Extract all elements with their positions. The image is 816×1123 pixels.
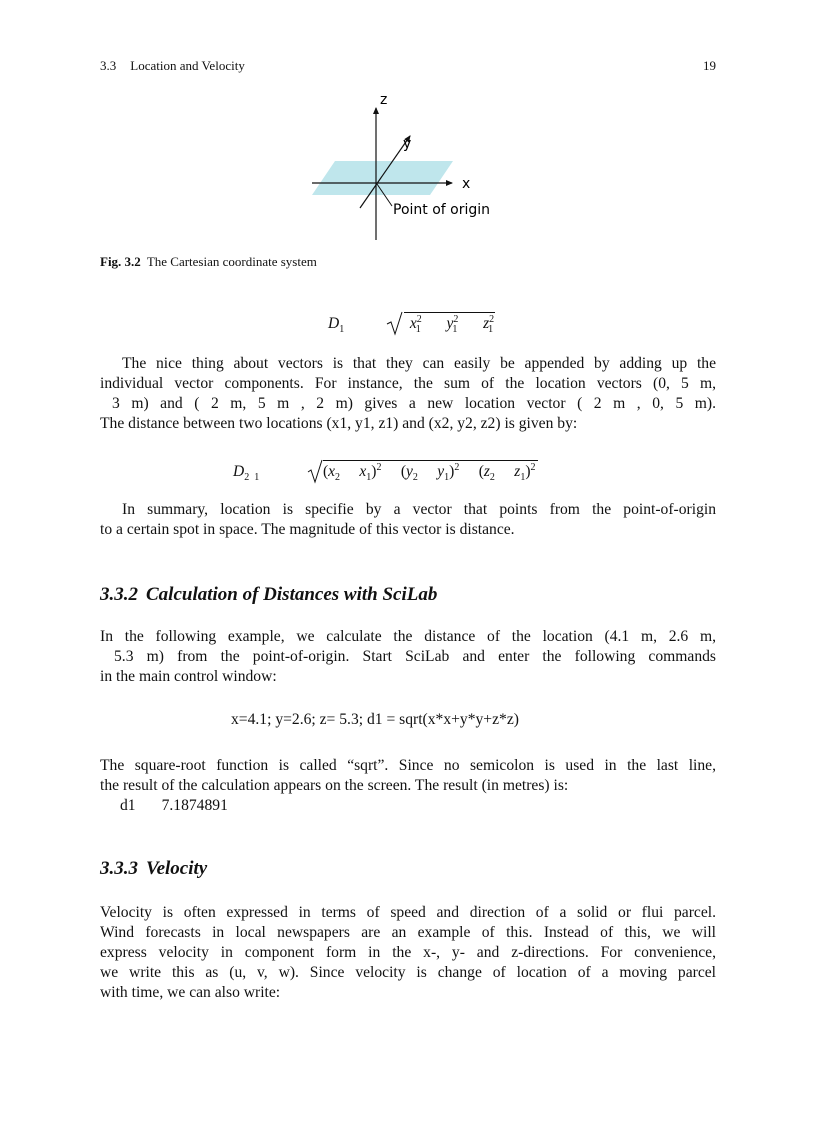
text-line: individual vector components. For instance, the sum of the location vectors (0, 5 m, xyxy=(100,375,716,392)
text-line: The square-root function is called “sqrt”. Since no semicolon is used in the last line, xyxy=(100,757,716,774)
eq1-term-z: $z^2_1$ xyxy=(483,313,495,336)
origin-label: Point of origin xyxy=(393,202,491,218)
caption-label: Fig. 3.2 xyxy=(100,254,141,269)
section-heading-333 xyxy=(100,858,207,880)
text-line: 3 m) and ( 2 m, 5 m , 2 m) gives a new location vector ( 2 m , 0, 5 m). xyxy=(112,395,716,412)
equation-2-lhs: $D_{2 1}$ xyxy=(233,463,260,484)
eq1-term-y: $y^2_1$ xyxy=(446,313,459,336)
running-head-section xyxy=(100,58,259,74)
paragraph-sqrt xyxy=(100,756,716,796)
scilab-result xyxy=(120,797,228,815)
x-axis-label: x xyxy=(462,176,471,192)
text-line: in the main control window: xyxy=(100,668,277,685)
equation-distance-origin xyxy=(328,310,495,336)
paragraph-example xyxy=(100,627,716,687)
equation-1-lhs: $D_1$ xyxy=(328,315,345,336)
result-name: d1 xyxy=(120,797,136,814)
equation-distance-two-points xyxy=(233,458,538,484)
caption-text: The Cartesian coordinate system xyxy=(146,254,317,269)
text-line: In the following example, we calculate the distance of the location (4.1 m, 2.6 m, xyxy=(100,628,716,645)
text-line: The nice thing about vectors is that they can easily be appended by adding up the xyxy=(122,355,716,372)
xy-plane xyxy=(312,161,453,195)
section-number: 3.3 xyxy=(100,58,117,73)
paragraph-velocity xyxy=(100,903,716,1003)
figure-caption xyxy=(100,254,317,270)
text-line: express velocity in component form in the x-, y- and z-directions. For convenience, xyxy=(100,944,716,961)
cartesian-figure xyxy=(300,88,530,248)
eq1-term-x: $x^2_1$ xyxy=(409,313,422,336)
eq2-radicand: ($x_2$ $x_1)^2$ ($y_2$ $y_1)^2$ ($z_2$ $z_1)^2$ xyxy=(322,461,536,484)
y-axis-label: y xyxy=(403,136,412,152)
text-line: Wind forecasts in local newspapers are an example of this. Instead of this, we will xyxy=(100,924,716,941)
text-line: the result of the calculation appears on the screen. The result (in metres) is: xyxy=(100,777,569,794)
paragraph-summary xyxy=(100,500,716,540)
text-line: 5.3 m) from the point-of-origin. Start SciLab and enter the following commands xyxy=(114,648,716,665)
page-number: 19 xyxy=(703,58,716,73)
scilab-command: x=4.1; y=2.6; z= 5.3; d1 = sqrt(x*x+y*y+z*z) xyxy=(231,711,519,728)
text-line: Velocity is often expressed in terms of speed and direction of a solid or flui parcel. xyxy=(100,904,716,921)
text-line: we write this as (u, v, w). Since velocity is change of location of a moving parcel xyxy=(100,964,716,981)
sqrt-sign-2 xyxy=(307,458,323,484)
sqrt-sign-1 xyxy=(386,310,404,336)
z-axis-label: z xyxy=(380,92,388,108)
text-line: with time, we can also write: xyxy=(100,984,281,1001)
section-title: Velocity xyxy=(146,858,208,879)
cartesian-diagram xyxy=(300,88,530,248)
text-line: to a certain spot in space. The magnitude of this vector is distance. xyxy=(100,521,515,538)
text-line: The distance between two locations (x1, y1, z1) and (x2, y2, z2) is given by: xyxy=(100,415,578,432)
section-title: Calculation of Distances with SciLab xyxy=(146,584,438,605)
paragraph-vectors xyxy=(100,354,716,434)
section-heading-332 xyxy=(100,584,437,606)
text-line: In summary, location is specifie by a vector that points from the point-of-origin xyxy=(122,501,716,518)
section-number: 3.3.3 xyxy=(100,858,138,879)
result-value: 7.1874891 xyxy=(161,797,228,814)
section-number: 3.3.2 xyxy=(100,584,138,605)
section-title: Location and Velocity xyxy=(130,58,245,73)
